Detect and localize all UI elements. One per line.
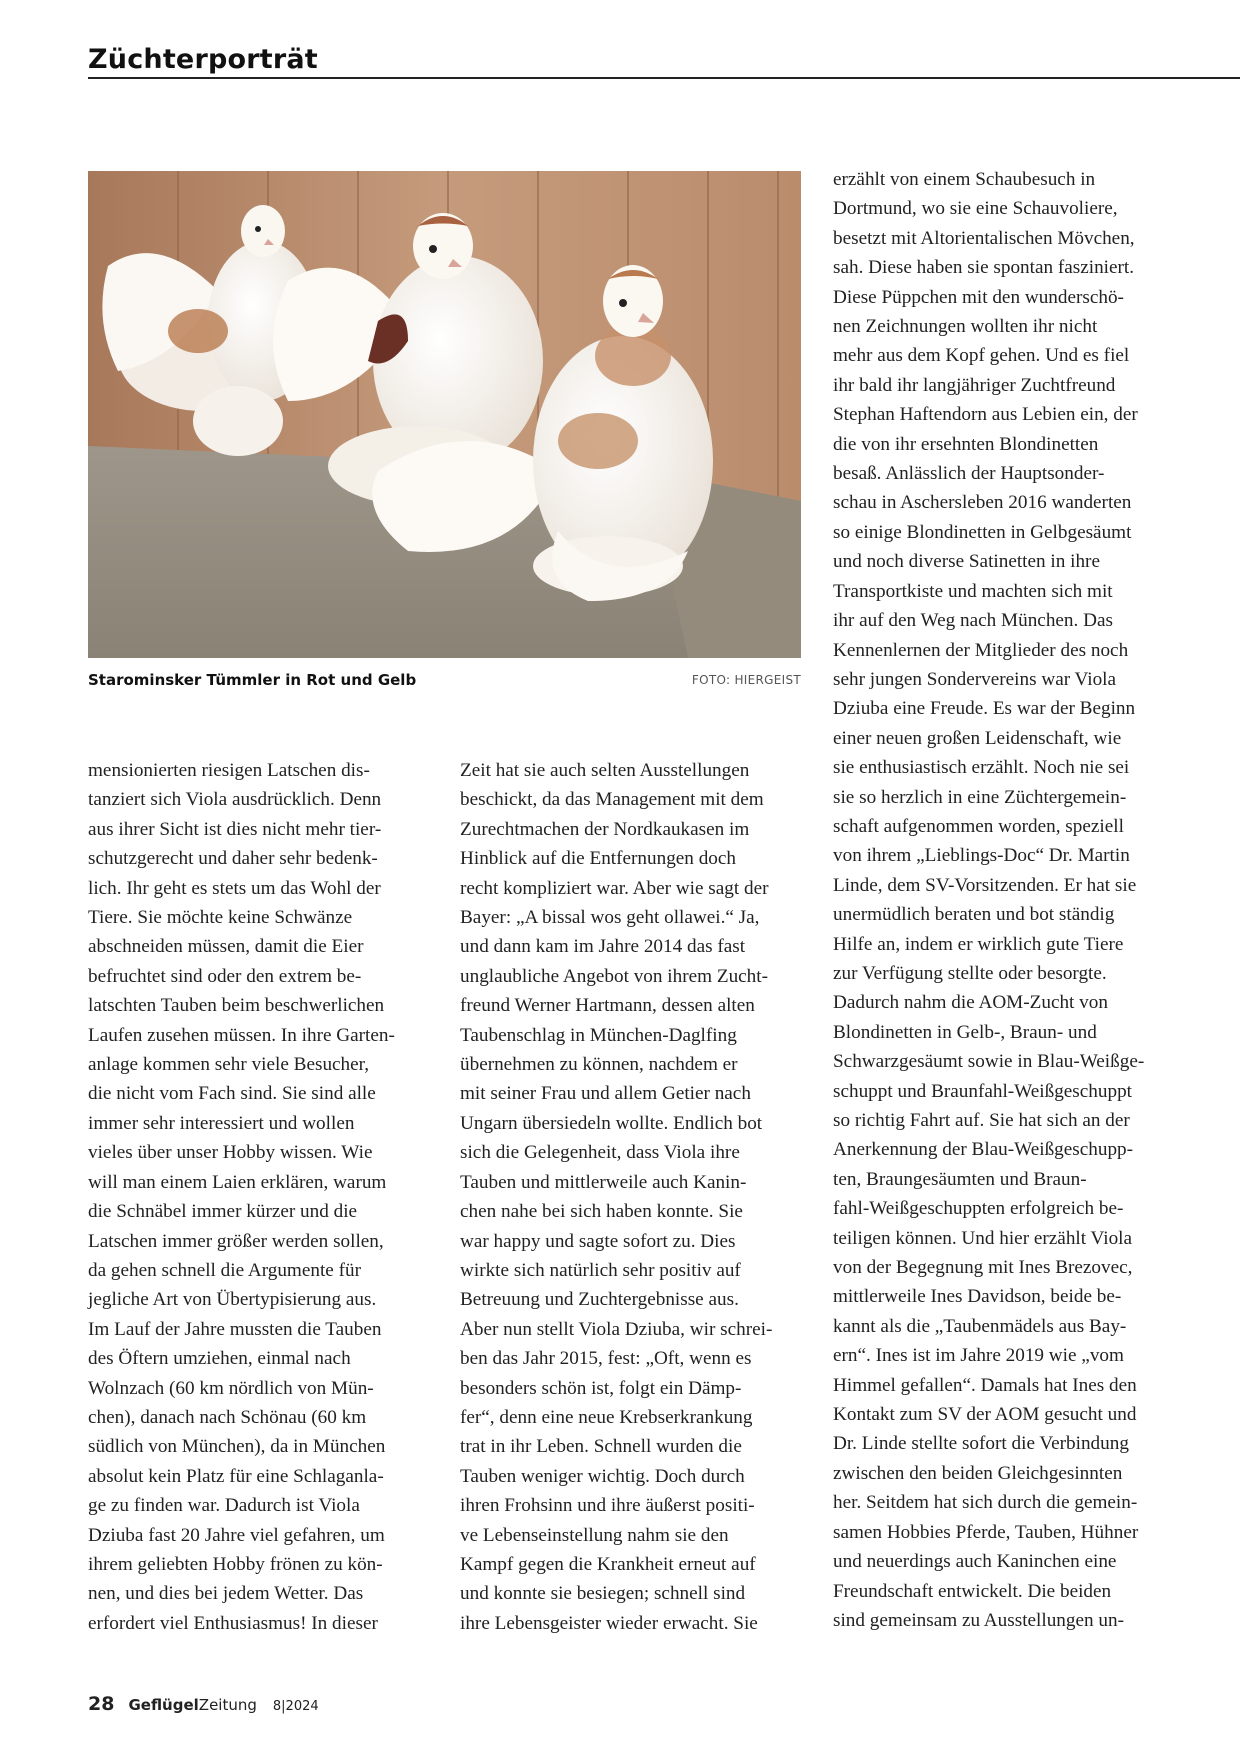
text-line: unglaubliche Angebot von ihrem Zucht- [460,965,768,987]
text-line: tanziert sich Viola ausdrücklich. Denn [88,789,382,811]
text-line: aus ihrer Sicht ist dies nicht mehr tier- [88,818,382,840]
text-line: Himmel gefallen“. Damals hat Ines den [833,1374,1137,1396]
text-line: fer“, denn eine neue Krebserkrankung [460,1406,753,1428]
photo-credit: FOTO: HIERGEIST [691,673,801,687]
text-line: chen), danach nach Schönau (60 km [88,1406,367,1428]
text-line: ihrem geliebten Hobby frönen zu kön- [88,1553,383,1575]
text-line: Hilfe an, indem er wirklich gute Tiere [833,933,1124,955]
text-line: ihre Lebensgeister wieder erwacht. Sie [460,1612,758,1634]
text-line: die nicht vom Fach sind. Sie sind alle [88,1083,376,1105]
text-line: Zeit hat sie auch selten Ausstellungen [460,760,750,781]
text-line: Freundschaft entwickelt. Die beiden [833,1580,1112,1602]
text-line: sind gemeinsam zu Ausstellungen un- [833,1609,1124,1631]
text-line: und konnte sie besiegen; schnell sind [460,1583,746,1605]
text-line: ihren Frohsinn und ihre äußerst positi- [460,1495,755,1517]
text-line: Kennenlernen der Mitglieder des noch [833,639,1129,661]
text-line: Transportkiste und machten sich mit [833,580,1113,602]
text-line: Anerkennung der Blau-Weißgeschupp- [833,1139,1134,1161]
page-number: 28 [88,1693,115,1715]
text-line: und dann kam im Jahre 2014 das fast [460,936,746,958]
text-line: einer neuen großen Leidenschaft, wie [833,727,1122,749]
text-line: ihr auf den Weg nach München. Das [833,610,1113,632]
text-line: abschneiden müssen, damit die Eier [88,936,364,958]
text-line: Taubenschlag in München-Daglfing [460,1024,737,1046]
text-line: Aber nun stellt Viola Dziuba, wir schrei- [460,1318,773,1340]
text-line: absolut kein Platz für eine Schlaganla- [88,1465,384,1487]
text-line: Dadurch nahm die AOM-Zucht von [833,992,1108,1014]
text-line: schuppt und Braunfahl-Weißgeschuppt [833,1080,1132,1102]
text-line: fahl-Weißgeschuppten erfolgreich be- [833,1198,1124,1220]
text-line: her. Seitdem hat sich durch die gemein- [833,1492,1138,1514]
text-line: besetzt mit Altorientalischen Mövchen, [833,227,1135,249]
text-line: Dr. Linde stellte sofort die Verbindung [833,1433,1129,1455]
text-line: Stephan Haftendorn aus Lebien ein, der [833,404,1138,426]
text-line: vieles über unser Hobby wissen. Wie [88,1142,373,1164]
text-line: Diese Püppchen mit den wunderschö- [833,286,1124,308]
text-line: sah. Diese haben sie spontan fasziniert. [833,257,1135,279]
text-line: will man einem Laien erklären, warum [88,1171,387,1193]
text-line: schaft aufgenommen worden, speziell [833,815,1124,837]
text-line: besaß. Anlässlich der Hauptsonder- [833,463,1105,485]
text-line: nen, und dies bei jedem Wetter. Das [88,1583,364,1605]
text-line: latschten Tauben beim beschwerlichen [88,995,385,1017]
text-line: die von ihr ersehnten Blondinetten [833,433,1099,455]
text-line: beschickt, da das Management mit dem [460,789,764,811]
text-line: Schwarzgesäumt sowie in Blau-Weißge- [833,1051,1145,1073]
text-line: Im Lauf der Jahre mussten die Tauben [88,1318,382,1340]
text-line: Laufen zusehen müssen. In ihre Garten- [88,1024,395,1046]
text-line: jegliche Art von Übertypisierung aus. [88,1289,377,1311]
text-line: anlage kommen sehr viele Besucher, [88,1054,370,1076]
text-line: die Schnäbel immer kürzer und die [88,1201,358,1223]
text-line: erfordert viel Enthusiasmus! In dieser [88,1612,378,1634]
text-line: unermüdlich beraten und bot ständig [833,904,1115,926]
text-line: und neuerdings auch Kaninchen eine [833,1551,1117,1573]
text-line: sehr jungen Sondervereins war Viola [833,668,1117,690]
issue-number: 8|2024 [272,1699,319,1714]
text-line: zur Verfügung stellte oder besorgte. [833,962,1107,984]
photo-caption: Starominsker Tümmler in Rot und Gelb [88,671,417,689]
text-line: sich die Gelegenheit, dass Viola ihre [460,1142,740,1164]
text-line: nen Zeichnungen wollten ihr nicht [833,316,1098,338]
pigeon-illustration [88,171,801,658]
text-line: Hinblick auf die Entfernungen doch [460,848,736,870]
text-column-3 [833,165,1188,1635]
text-line: war happy und sagte sofort zu. Dies [460,1230,736,1252]
text-line: lich. Ihr geht es stets um das Wohl der [88,877,381,899]
text-column-2 [460,756,815,1638]
text-line: übernehmen zu können, nachdem er [460,1054,738,1076]
text-line: Linde, dem SV-Vorsitzenden. Er hat sie [833,874,1137,896]
text-line: immer sehr interessiert und wollen [88,1112,355,1134]
header-rule [88,77,1240,79]
text-line: freund Werner Hartmann, dessen alten [460,995,755,1017]
pigeon-photo [88,171,801,658]
magazine-name-bold: Geflügel [128,1696,199,1714]
text-line: des Öftern umziehen, einmal nach [88,1348,351,1370]
text-line: und noch diverse Satinetten in ihre [833,551,1100,573]
text-line: Blondinetten in Gelb-, Braun- und [833,1021,1097,1043]
text-line: Zurechtmachen der Nordkaukasen im [460,818,750,840]
text-line: so richtig Fahrt auf. Sie hat sich an der [833,1110,1130,1131]
text-line: zwischen den beiden Gleichgesinnten [833,1462,1123,1484]
text-line: südlich von München), da in München [88,1436,386,1458]
text-line: Wolnzach (60 km nördlich von Mün- [88,1377,374,1399]
text-line: Bayer: „A bissal wos geht ollawei.“ Ja, [460,907,760,929]
text-line: kannt als die „Taubenmädels aus Bay- [833,1315,1127,1337]
text-line: chen nahe bei sich haben konnte. Sie [460,1201,743,1223]
text-line: Kontakt zum SV der AOM gesucht und [833,1404,1137,1426]
text-line: ve Lebenseinstellung nahm sie den [460,1524,729,1546]
text-line: ihr bald ihr langjähriger Zuchtfreund [833,374,1116,396]
text-line: ben das Jahr 2015, fest: „Oft, wenn es [460,1348,752,1370]
text-line: Dziuba eine Freude. Es war der Beginn [833,698,1136,720]
text-line: von der Begegnung mit Ines Brezovec, [833,1257,1133,1279]
section-title: Züchterporträt [88,44,318,75]
text-line: mittlerweile Ines Davidson, beide be- [833,1286,1122,1308]
text-line: Tauben und mittlerweile auch Kanin- [460,1171,747,1193]
text-line: Dortmund, wo sie eine Schauvoliere, [833,198,1118,220]
text-line: ten, Braungesäumten und Braun- [833,1168,1087,1190]
text-line: so einige Blondinetten in Gelbgesäumt [833,521,1132,543]
text-line: befruchtet sind oder den extrem be- [88,965,362,987]
text-column-1 [88,756,443,1638]
text-line: Dziuba fast 20 Jahre viel gefahren, um [88,1524,385,1546]
text-line: ge zu finden war. Dadurch ist Viola [88,1495,360,1517]
text-line: mit seiner Frau und allem Getier nach [460,1083,751,1105]
text-line: teiligen können. Und hier erzählt Viola [833,1227,1133,1249]
text-line: erzählt von einem Schaubesuch in [833,169,1096,190]
text-line: ern“. Ines ist im Jahre 2019 wie „vom [833,1345,1124,1367]
text-line: schutzgerecht und daher sehr bedenk- [88,848,378,870]
text-line: Tauben weniger wichtig. Doch durch [460,1465,745,1487]
text-line: sie enthusiastisch erzählt. Noch nie sei [833,757,1130,779]
text-line: Kampf gegen die Krankheit erneut auf [460,1553,756,1575]
text-line: trat in ihr Leben. Schnell wurden die [460,1436,742,1458]
text-line: Ungarn übersiedeln wollte. Endlich bot [460,1112,763,1134]
text-line: Latschen immer größer werden sollen, [88,1230,384,1252]
text-line: besonders schön ist, folgt ein Dämp- [460,1377,742,1399]
text-line: Tiere. Sie möchte keine Schwänze [88,907,353,929]
text-line: sie so herzlich in eine Züchtergemein- [833,786,1127,808]
text-line: mehr aus dem Kopf gehen. Und es fiel [833,345,1130,367]
text-line: schau in Aschersleben 2016 wanderten [833,492,1132,514]
text-line: recht kompliziert war. Aber wie sagt der [460,877,769,899]
text-line: Betreuung und Zuchtergebnisse aus. [460,1289,739,1311]
text-line: mensionierten riesigen Latschen dis- [88,760,370,781]
page-footer [88,1693,319,1715]
text-line: von ihrem „Lieblings-Doc“ Dr. Martin [833,845,1130,867]
magazine-name-light: Zeitung [198,1696,257,1714]
text-line: wirkte sich natürlich sehr positiv auf [460,1259,741,1281]
text-line: da gehen schnell die Argumente für [88,1259,361,1281]
text-line: samen Hobbies Pferde, Tauben, Hühner [833,1521,1139,1543]
